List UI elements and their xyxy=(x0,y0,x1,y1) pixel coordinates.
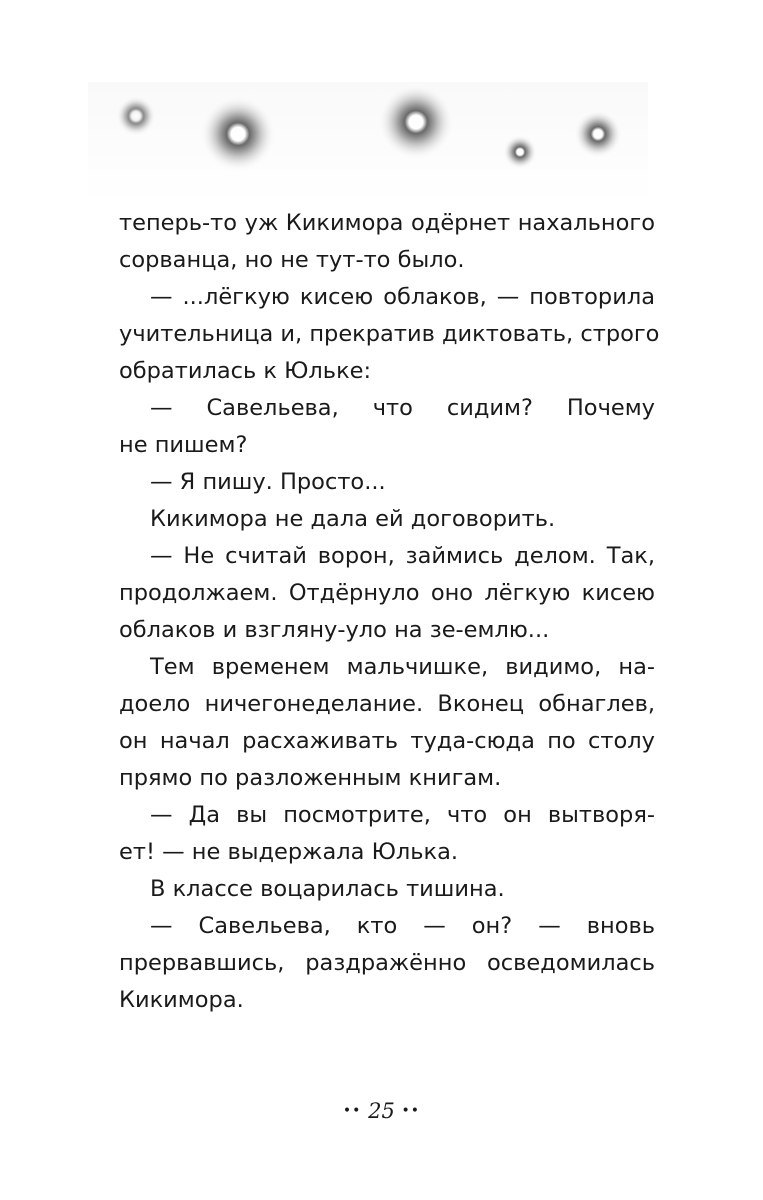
text-line: — Не считай ворон, займись делом. Так, xyxy=(150,543,655,569)
text-line: он начал расхаживать туда-сюда по столу xyxy=(119,728,655,754)
body-text xyxy=(119,205,660,1019)
text-line: обратилась к Юльке: xyxy=(119,358,372,384)
text-line: — ...лёгкую кисею облаков, — повторила xyxy=(150,284,655,310)
text-line: ет! — не выдержала Юлька. xyxy=(119,839,459,865)
text-line: доело ничегонеделание. Вконец обнаглев, xyxy=(119,691,655,717)
page-number-footer xyxy=(0,1099,763,1123)
text-line: — Савельева, что сидим? Почему xyxy=(150,395,655,421)
text-line: В классе воцарилась тишина. xyxy=(150,876,505,902)
snowflake xyxy=(574,110,622,158)
text-line: Тем временем мальчишке, видимо, на- xyxy=(150,654,655,680)
text-line: сорванца, но не тут-то было. xyxy=(119,247,465,273)
snowflake xyxy=(378,84,454,160)
text-line: Кикимора не дала ей договорить. xyxy=(150,506,556,532)
text-line: не пишем? xyxy=(119,432,248,458)
text-line: — Да вы посмотрите, что он вытворя- xyxy=(150,802,655,828)
snowflake xyxy=(200,96,276,172)
snowflake xyxy=(116,96,156,136)
snowflake xyxy=(503,135,537,169)
text-line: — Савельева, кто — он? — вновь xyxy=(150,913,655,939)
text-line: прервавшись, раздражённо осведомилась xyxy=(119,950,655,976)
text-line: прямо по разложенным книгам. xyxy=(119,765,502,791)
text-line: продолжаем. Отдёрнуло оно лёгкую кисею xyxy=(119,580,655,606)
text-line: — Я пишу. Просто... xyxy=(150,469,386,495)
text-line: теперь-то уж Кикимора одёрнет нахального xyxy=(119,210,655,236)
text-line: облаков и взгляну-уло на зе-емлю... xyxy=(119,617,550,643)
snowflakes-decoration-icon xyxy=(88,82,648,202)
folio-ornament-left: •• xyxy=(342,1103,362,1119)
text-line: Кикимора. xyxy=(119,987,244,1013)
folio-ornament-right: •• xyxy=(401,1103,421,1119)
text-line: учительница и, прекратив диктовать, строго xyxy=(119,321,660,347)
page-number: 25 xyxy=(368,1099,395,1123)
